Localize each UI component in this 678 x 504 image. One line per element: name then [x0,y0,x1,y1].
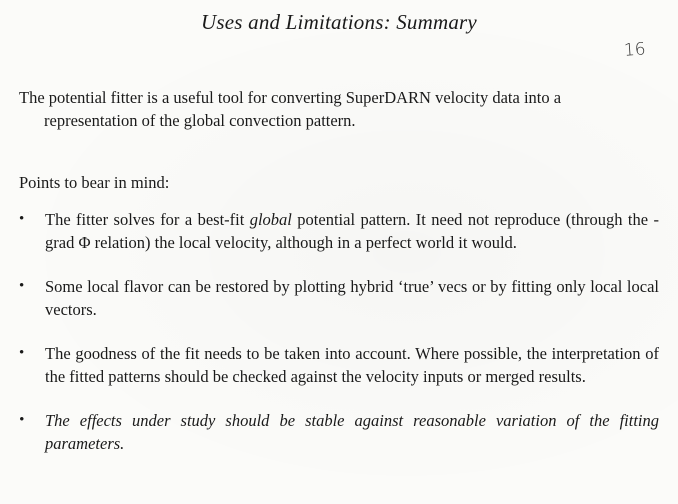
intro-line-1: The potential fitter is a useful tool for converting SuperDARN velocity data into a [19,88,562,107]
bullet-item [19,409,659,455]
bullet-emphasis: global [249,210,292,229]
bullet-text-end: potential pattern. It need not reproduce (through the -grad Φ relation) the local velocity, although in a perfect world it would. [45,210,659,252]
bullet-icon: • [19,412,25,428]
bullet-list [19,208,659,455]
bullet-text: Some local flavor can be restored by plotting hybrid ‘true’ vecs or by fitting only local local vectors. [45,277,659,319]
bullet-item [19,275,659,321]
handwritten-page-number: 16 [623,39,647,61]
bullet-text: The goodness of the fit needs to be taken into account. Where possible, the interpretation of the fitted patterns should be checked against the velocity inputs or merged results. [45,344,659,386]
intro-line-2: representation of the global convection pattern. [44,111,356,130]
bullet-text: The effects under study should be stable against reasonable variation of the fitting parameters. [45,411,659,453]
bullet-text-start: The fitter solves for a best-fit [45,210,250,229]
bullet-item [19,342,659,388]
bullet-icon: • [19,345,25,361]
points-heading: Points to bear in mind: [19,173,170,192]
intro-paragraph [19,86,664,132]
bullet-icon: • [19,278,25,294]
page-title: Uses and Limitations: Summary [201,10,477,34]
bullet-item [19,208,659,254]
bullet-icon: • [19,211,25,227]
